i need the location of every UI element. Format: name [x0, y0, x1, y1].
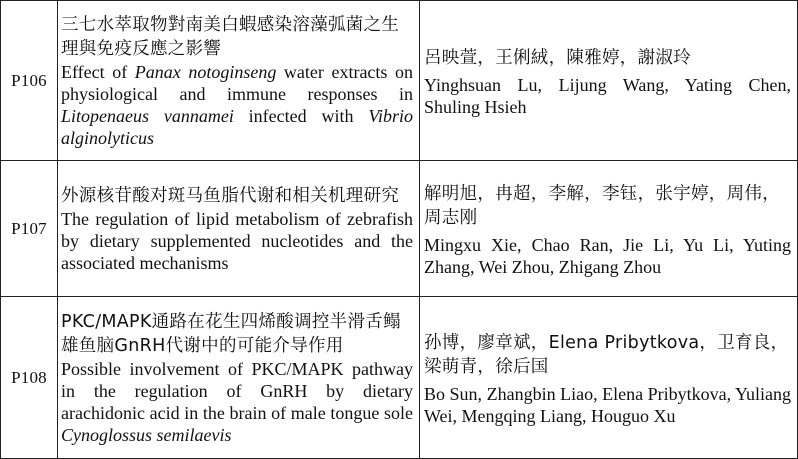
poster-code: P107 [1, 161, 58, 297]
species-name: Cynoglossus semilaevis [61, 424, 232, 445]
title-chinese: 外源核苷酸对斑马鱼脂代谢和相关机理研究 [61, 185, 400, 206]
table-row [1, 297, 798, 459]
authors-chinese: 解明旭，冉超，李解，李钰，张宇婷，周伟，周志刚 [424, 183, 780, 228]
authors-chinese: 呂映萱，王俐絨，陳雅婷，謝淑玲 [424, 47, 691, 68]
table-row [1, 161, 798, 297]
authors-english: Bo Sun, Zhangbin Liao, Elena Pribytkova, Yuliang Wei, Mengqing Liang, Houguo Xu [424, 383, 791, 426]
title-chinese: PKC/MAPK通路在花生四烯酸调控半滑舌鳎雄鱼脑GnRH代谢中的可能介导作用 [61, 311, 401, 356]
poster-code: P108 [1, 297, 58, 459]
authors-cell [420, 1, 798, 161]
poster-code: P106 [1, 1, 58, 161]
title-english: The regulation of lipid metabolism of zebrafish by dietary supplemented nucleotides and the associated mechanisms [61, 208, 413, 273]
authors-cell [420, 161, 798, 297]
title-english: Effect of Panax notoginseng water extracts on physiological and immune responses in Litopenaeus vannamei infected with Vibrio alginolyticus [61, 61, 413, 148]
table-row [1, 1, 798, 161]
title-cell [58, 1, 420, 161]
authors-english: Yinghsuan Lu, Lijung Wang, Yating Chen, Shuling Hsieh [424, 74, 791, 117]
authors-english: Mingxu Xie, Chao Ran, Jie Li, Yu Li, Yuting Zhang, Wei Zhou, Zhigang Zhou [424, 234, 791, 277]
authors-chinese: 孙博，廖章斌，Elena Pribytkova，卫育良，梁萌青，徐后国 [424, 332, 789, 377]
authors-cell [420, 297, 798, 459]
species-name: Panax notoginseng [134, 61, 277, 82]
title-cell [58, 161, 420, 297]
species-name: Litopenaeus vannamei [61, 105, 234, 126]
title-cell [58, 297, 420, 459]
title-chinese: 三七水萃取物對南美白蝦感染溶藻弧菌之生理與免疫反應之影響 [61, 14, 400, 59]
species-name: Vibrio alginolyticus [61, 105, 413, 148]
title-english: Possible involvement of PKC/MAPK pathway in the regulation of GnRH by dietary arachidonic acid in the brain of male tongue sole Cynoglossus semilaevis [61, 358, 413, 445]
